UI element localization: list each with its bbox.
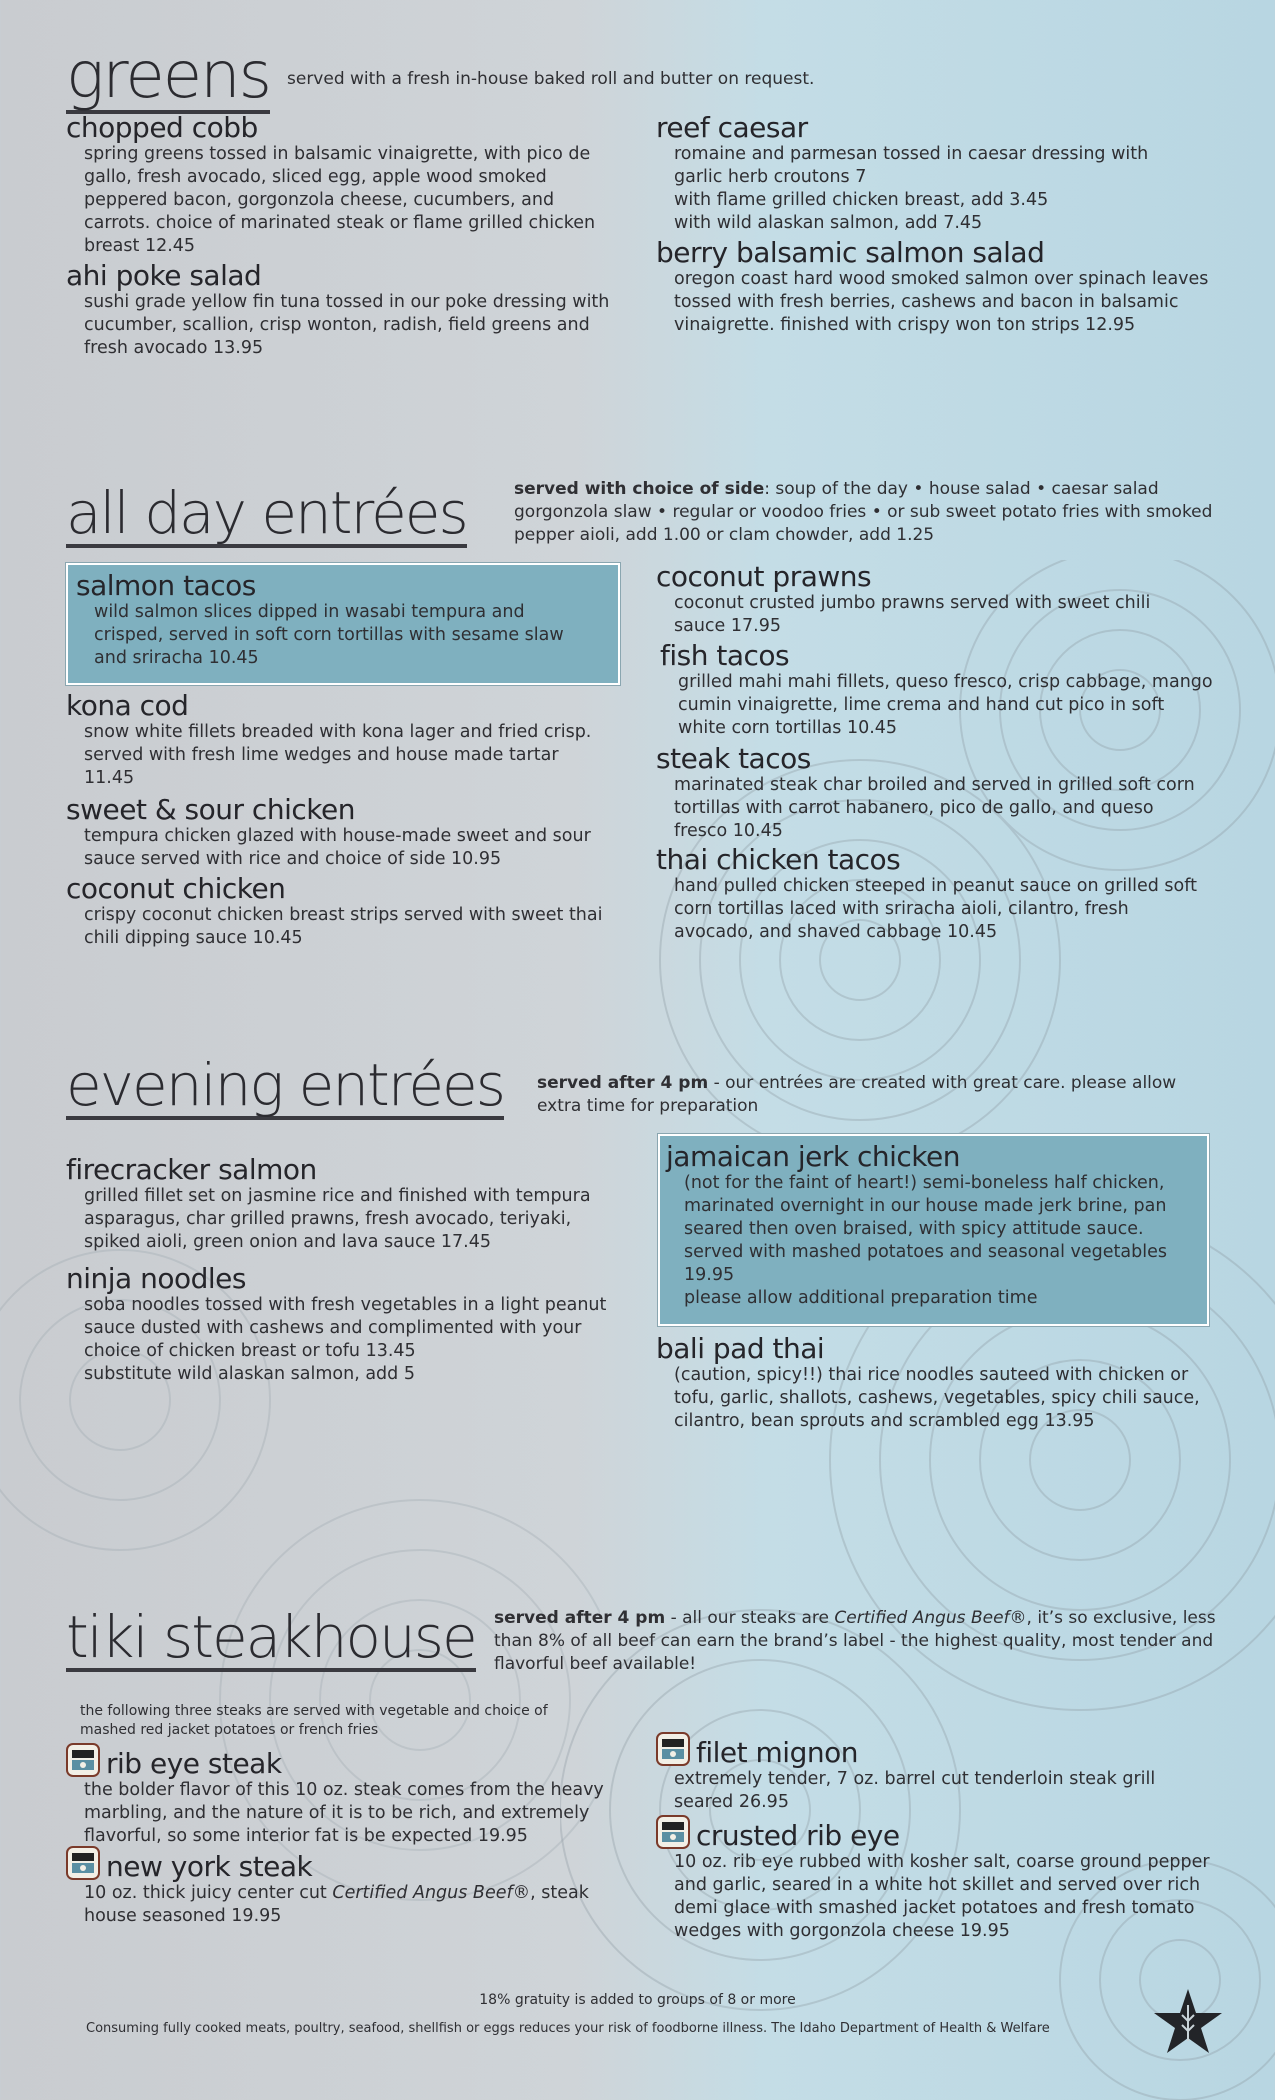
item-name: fish tacos xyxy=(660,639,790,672)
item-desc: oregon coast hard wood smoked salmon over spinach leaves tossed with fresh berries, cashews and bacon in balsamic vinaigrette. finished with crispy won ton strips 12.95 xyxy=(674,269,1209,335)
menu-item-rib-eye-steak xyxy=(66,1743,626,1848)
note-bold: served after 4 pm xyxy=(537,1073,709,1093)
item-name-row xyxy=(66,1846,626,1882)
item-name: crusted rib eye xyxy=(696,1819,900,1852)
menu-item-firecracker-salmon xyxy=(66,1155,626,1254)
menu-item-berry-balsamic xyxy=(656,238,1216,337)
item-name-row xyxy=(656,1815,1212,1851)
item-desc: the bolder flavor of this 10 oz. steak comes from the heavy marbling, and the nature of it is to be rich, and extremely flavorful, so some interior fat is be expected 19.95 xyxy=(84,1780,604,1846)
brand-name: Certified Angus Beef® xyxy=(332,1883,531,1903)
item-desc: crispy coconut chicken breast strips served with sweet thai chili dipping sauce 10.45 xyxy=(84,905,603,948)
item-name: kona cod xyxy=(66,689,189,722)
note-text: - all our steaks are xyxy=(665,1608,835,1628)
menu-item-kona-cod xyxy=(66,691,606,790)
desc-text: 10 oz. thick juicy center cut xyxy=(84,1883,333,1903)
note-bold: served after 4 pm xyxy=(494,1608,666,1628)
menu-item-sweet-sour-chicken xyxy=(66,795,616,871)
item-desc: (not for the faint of heart!) semi-boneless half chicken, marinated overnight in our house made jerk brine, pan seared then oven braised, with spicy attitude sauce. served with mashed potatoes and seasonal vegetables 19.95 xyxy=(684,1173,1167,1285)
item-desc: grilled fillet set on jasmine rice and finished with tempura asparagus, char grilled prawns, fresh avocado, teriyaki, spiked aioli, green onion and lava sauce 17.45 xyxy=(84,1186,591,1252)
item-name: thai chicken tacos xyxy=(656,843,901,876)
steakhouse-badge-icon xyxy=(656,1815,690,1849)
menu-item-chopped-cobb xyxy=(66,113,616,258)
item-desc: extremely tender, 7 oz. barrel cut tenderloin steak grill seared 26.95 xyxy=(674,1769,1156,1812)
all-day-note xyxy=(514,478,1214,547)
menu-item-thai-chicken-tacos xyxy=(656,845,1212,944)
item-name: coconut chicken xyxy=(66,872,286,905)
item-name: salmon tacos xyxy=(76,569,256,602)
menu-item-filet-mignon xyxy=(656,1732,1212,1814)
menu-item-ninja-noodles xyxy=(66,1264,616,1386)
steakhouse-badge-icon xyxy=(66,1846,100,1880)
evening-note xyxy=(537,1072,1217,1118)
menu-item-coconut-prawns xyxy=(656,562,1196,638)
item-desc: snow white fillets breaded with kona lager and fried crisp. served with fresh lime wedges and house made tartar 11.45 xyxy=(84,722,592,788)
item-desc-addon: substitute wild alaskan salmon, add 5 xyxy=(84,1364,415,1384)
item-desc: spring greens tossed in balsamic vinaigrette, with pico de gallo, fresh avocado, sliced egg, apple wood smoked peppered bacon, gorgonzola cheese, cucumbers, and carrots. choice of marinated steak or flame grilled chicken breast 12.45 xyxy=(84,144,596,256)
item-name-row xyxy=(656,1732,1212,1768)
item-desc: sushi grade yellow fin tuna tossed in our poke dressing with cucumber, scallion, crisp wonton, radish, field greens and fresh avocado 13.95 xyxy=(84,292,610,358)
greens-note: served with a fresh in-house baked roll and butter on request. xyxy=(287,69,815,89)
item-name: coconut prawns xyxy=(656,560,872,593)
note-text: - our entrées are created with great care. please allow extra time for preparation xyxy=(537,1073,1177,1116)
menu-item-coconut-chicken xyxy=(66,874,616,950)
item-desc: 10 oz. rib eye rubbed with kosher salt, coarse ground pepper and garlic, seared in a white hot skillet and served over rich demi glace with smashed jacket potatoes and fresh tomato wedges with gorgonzola cheese 19.95 xyxy=(674,1852,1210,1941)
item-desc: coconut crusted jumbo prawns served with sweet chili sauce 17.95 xyxy=(674,593,1151,636)
item-name: chopped cobb xyxy=(66,111,258,144)
steakhouse-title: tiki steakhouse xyxy=(66,1603,476,1671)
item-desc-addon: with wild alaskan salmon, add 7.45 xyxy=(674,213,983,233)
item-desc: hand pulled chicken steeped in peanut sauce on grilled soft corn tortillas laced with sriracha aioli, cilantro, fresh avocado, and shaved cabbage 10.45 xyxy=(674,876,1197,942)
item-name: berry balsamic salmon salad xyxy=(656,236,1045,269)
item-name: filet mignon xyxy=(696,1736,858,1769)
note-bold: served with choice of side xyxy=(514,479,765,499)
item-name: new york steak xyxy=(106,1850,313,1883)
item-name: bali pad thai xyxy=(656,1332,825,1365)
item-desc: romaine and parmesan tossed in caesar dressing with garlic herb croutons 7 xyxy=(674,144,1149,187)
steakhouse-badge-icon xyxy=(656,1732,690,1766)
menu-item-steak-tacos xyxy=(656,744,1196,843)
item-desc-addon: with flame grilled chicken breast, add 3.45 xyxy=(674,190,1049,210)
item-name: sweet & sour chicken xyxy=(66,793,355,826)
menu-item-salmon-tacos xyxy=(76,571,596,670)
menu-item-reef-caesar xyxy=(656,113,1196,235)
menu-item-new-york-steak xyxy=(66,1846,626,1928)
health-warning: Consuming fully cooked meats, poultry, seafood, shellfish or eggs reduces your risk of foodborne illness. The Idaho Department of Health & Welfare xyxy=(86,2021,1050,2036)
note-text: : soup of the day • house salad • caesar salad gorgonzola slaw • regular or voodoo fries • or sub sweet potato fries with smoked pepper aioli, add 1.00 or clam chowder, add 1.25 xyxy=(514,479,1213,545)
brand-name: Certified Angus Beef® xyxy=(834,1608,1027,1628)
item-desc xyxy=(84,1882,626,1928)
item-desc: (caution, spicy!!) thai rice noodles sauteed with chicken or tofu, garlic, shallots, cashews, vegetables, spicy chili sauce, cilantro, bean sprouts and scrambled egg 13.95 xyxy=(674,1365,1200,1431)
item-name: ahi poke salad xyxy=(66,259,262,292)
menu-item-crusted-rib-eye xyxy=(656,1815,1212,1943)
gratuity-note: 18% gratuity is added to groups of 8 or more xyxy=(479,1992,796,2008)
item-name: jamaican jerk chicken xyxy=(666,1140,960,1173)
greens-title: greens xyxy=(66,39,270,113)
steakhouse-note xyxy=(494,1607,1219,1676)
item-desc: grilled mahi mahi fillets, queso fresco, crisp cabbage, mango cumin vinaigrette, lime crema and hand cut pico in soft white corn tortillas 10.45 xyxy=(678,672,1213,738)
item-name: firecracker salmon xyxy=(66,1153,317,1186)
evening-title: evening entrées xyxy=(66,1051,504,1119)
item-desc-addon: please allow additional preparation time xyxy=(684,1288,1038,1308)
menu-item-ahi-poke xyxy=(66,261,626,360)
menu-item-bali-pad-thai xyxy=(656,1334,1212,1433)
item-name: rib eye steak xyxy=(106,1747,282,1780)
star-logo-icon xyxy=(1152,1985,1224,2057)
item-desc: soba noodles tossed with fresh vegetables in a light peanut sauce dusted with cashews and complimented with your choice of chicken breast or tofu 13.45 xyxy=(84,1295,607,1361)
item-name: ninja noodles xyxy=(66,1262,246,1295)
all-day-title: all day entrées xyxy=(66,479,467,547)
steakhouse-badge-icon xyxy=(66,1743,100,1777)
menu-item-fish-tacos xyxy=(660,641,1216,740)
item-name: steak tacos xyxy=(656,742,811,775)
steak-sides-note: the following three steaks are served with vegetable and choice of mashed red jacket potatoes or french fries xyxy=(80,1703,548,1738)
item-name: reef caesar xyxy=(656,111,808,144)
note-text: , it’s so exclusive, less than 8% of all beef can earn the brand’s label - the highest quality, most tender and flavorful beef available! xyxy=(494,1608,1216,1674)
item-desc: tempura chicken glazed with house-made sweet and sour sauce served with rice and choice of side 10.95 xyxy=(84,826,591,869)
item-desc: wild salmon slices dipped in wasabi tempura and crisped, served in soft corn tortillas with sesame slaw and sriracha 10.45 xyxy=(94,602,564,668)
item-name-row xyxy=(66,1743,626,1779)
item-desc: marinated steak char broiled and served in grilled soft corn tortillas with carrot habanero, pico de gallo, and queso fresco 10.45 xyxy=(674,775,1195,841)
desc-text: , steak house seasoned 19.95 xyxy=(84,1883,589,1926)
menu-item-jamaican-jerk-chicken xyxy=(666,1142,1196,1310)
